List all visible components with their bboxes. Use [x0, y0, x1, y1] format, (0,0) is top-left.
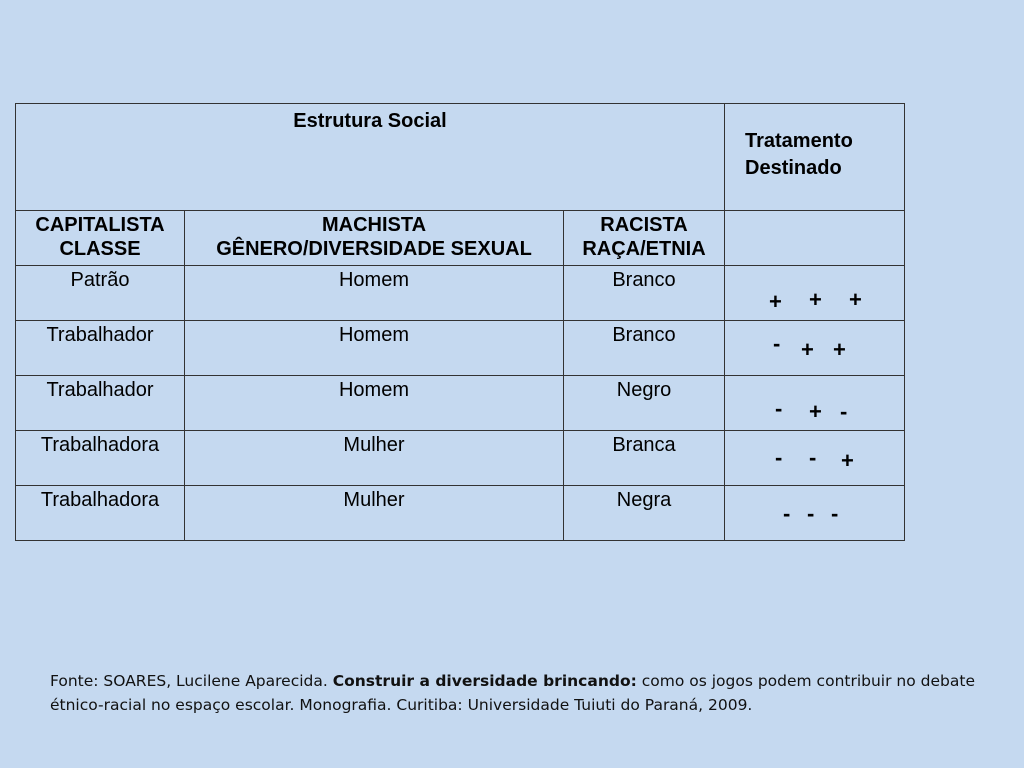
cell-treatment [725, 376, 905, 431]
cell-raca-text: Negra [616, 489, 672, 511]
sign: - [840, 399, 848, 424]
column-header-genero-line1: MACHISTA [321, 214, 427, 236]
cell-classe [16, 486, 185, 541]
cell-raca-text: Branco [612, 269, 676, 291]
table-row [16, 266, 905, 321]
table-row [16, 321, 905, 376]
cell-classe-text: Trabalhador [46, 324, 154, 346]
cell-raca [564, 376, 725, 431]
sign: - [783, 501, 791, 526]
cell-treatment [725, 321, 905, 376]
structure-header [16, 104, 725, 211]
sign: + [769, 289, 782, 314]
cell-raca [564, 431, 725, 486]
cell-classe-text: Trabalhadora [40, 489, 160, 511]
sign: + [841, 448, 854, 473]
cell-raca-text: Negro [616, 379, 672, 401]
column-header-raca [564, 211, 725, 266]
cell-classe [16, 321, 185, 376]
sign: - [773, 331, 781, 356]
cell-classe-text: Trabalhadora [40, 434, 160, 456]
cell-treatment [725, 431, 905, 486]
cell-classe-text: Trabalhador [46, 379, 154, 401]
column-header-classe-line1: CAPITALISTA [35, 214, 165, 236]
column-header-classe [16, 211, 185, 266]
cell-raca-text: Branca [612, 434, 676, 456]
cell-raca-text: Branco [612, 324, 676, 346]
cell-genero-text: Homem [338, 324, 409, 346]
social-structure-table [15, 103, 905, 541]
cell-treatment [725, 486, 905, 541]
column-header-raca-line2: RAÇA/ETNIA [582, 238, 706, 260]
column-header-genero [185, 211, 564, 266]
sign: - [775, 396, 783, 421]
column-header-empty [725, 211, 905, 266]
cell-genero-text: Mulher [343, 434, 405, 456]
cell-classe-text: Patrão [70, 269, 130, 291]
source-rest: como os jogos podem contribuir no debate étnico-racial no espaço escolar. Monografia. Curitiba: Universidade Tuiuti do Paraná, 2009. [50, 672, 975, 714]
treatment-header-line1: Tratamento [745, 130, 853, 152]
sign: + [801, 337, 814, 362]
cell-treatment [725, 266, 905, 321]
column-header-classe-line2: CLASSE [59, 238, 141, 260]
cell-genero [185, 321, 564, 376]
sign: + [833, 337, 846, 362]
sign: - [775, 445, 783, 470]
source-title: Construir a diversidade brincando: [332, 672, 637, 690]
sign: + [849, 287, 862, 312]
cell-genero [185, 431, 564, 486]
sign: + [809, 287, 822, 312]
treatment-header [725, 104, 905, 211]
table-row [16, 486, 905, 541]
treatment-header-line2: Destinado [745, 157, 842, 179]
sign: - [807, 501, 815, 526]
source-prefix: Fonte: SOARES, Lucilene Aparecida. [50, 672, 333, 690]
cell-genero [185, 266, 564, 321]
sign: - [831, 501, 839, 526]
column-header-raca-line1: RACISTA [600, 214, 688, 236]
table-row [16, 376, 905, 431]
cell-classe [16, 431, 185, 486]
cell-genero [185, 376, 564, 431]
sign: + [809, 399, 822, 424]
cell-genero-text: Homem [338, 379, 409, 401]
cell-raca [564, 486, 725, 541]
table-row [16, 431, 905, 486]
structure-header-label: Estrutura Social [293, 110, 447, 132]
cell-classe [16, 266, 185, 321]
cell-genero-text: Homem [338, 269, 409, 291]
cell-classe [16, 376, 185, 431]
cell-raca [564, 321, 725, 376]
sign: - [809, 445, 817, 470]
column-header-genero-line2: GÊNERO/DIVERSIDADE SEXUAL [216, 238, 532, 260]
cell-genero [185, 486, 564, 541]
source-citation [50, 669, 1000, 717]
cell-genero-text: Mulher [343, 489, 405, 511]
cell-raca [564, 266, 725, 321]
